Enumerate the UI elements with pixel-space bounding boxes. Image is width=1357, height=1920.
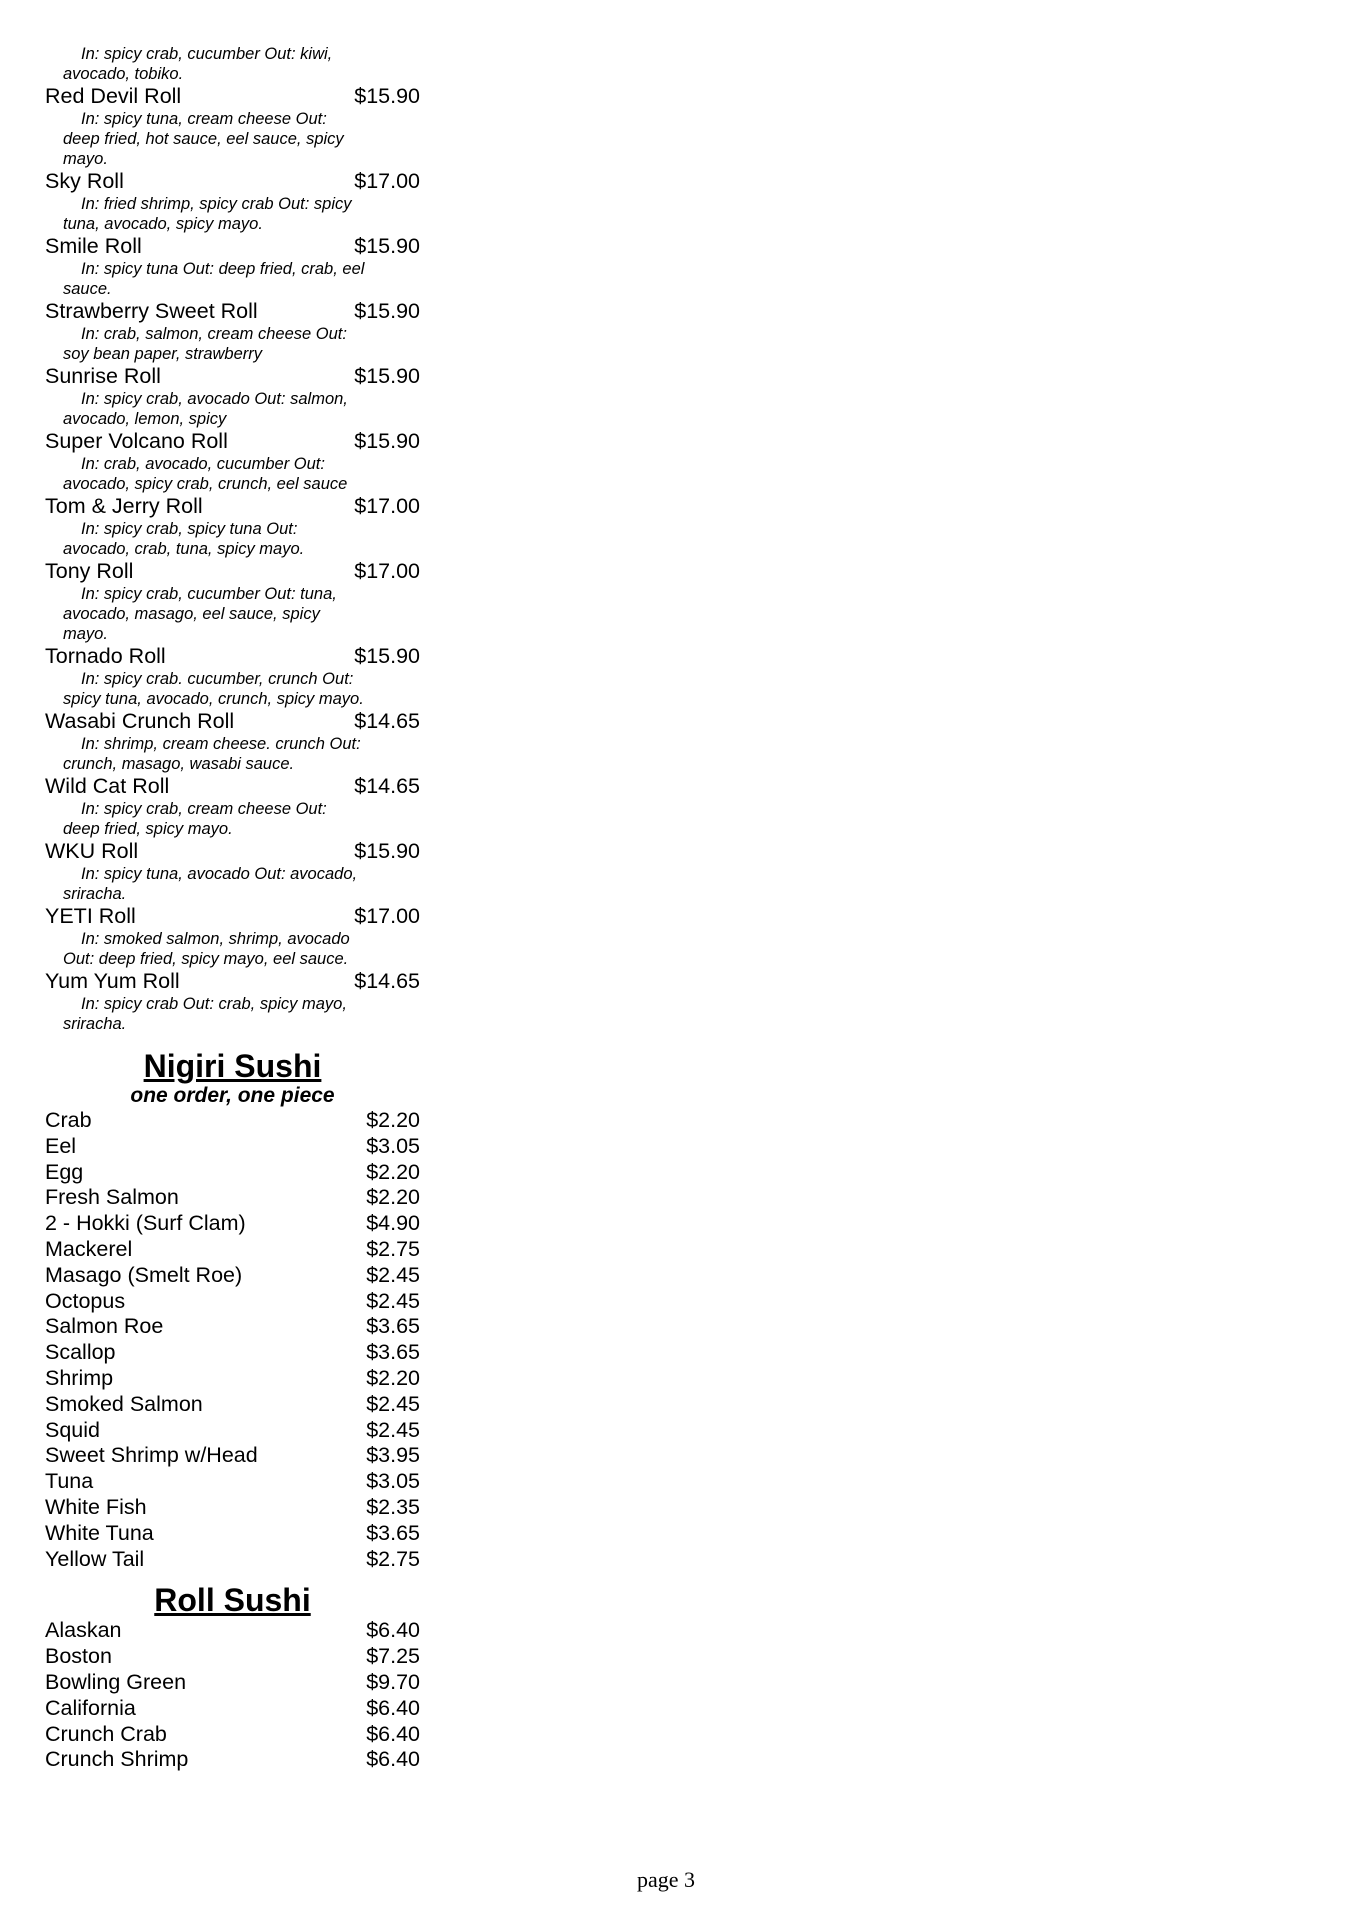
item-description: In: shrimp, cream cheese. crunch Out: crunch, masago, wasabi sauce. [63, 735, 361, 773]
menu-item-price: $15.90 [354, 364, 420, 388]
nigiri-item-price: $2.20 [366, 1365, 420, 1390]
menu-item [45, 84, 420, 169]
menu-item-name: Red Devil Roll [45, 84, 182, 108]
nigiri-item-price: $2.35 [366, 1494, 420, 1519]
menu-item-header [45, 839, 420, 864]
roll-item [45, 1644, 420, 1670]
nigiri-item-name: Squid [45, 1417, 100, 1442]
menu-column [45, 44, 420, 1773]
nigiri-item [45, 1211, 420, 1237]
menu-item-header [45, 299, 420, 324]
nigiri-item-name: Tuna [45, 1469, 94, 1494]
nigiri-item-price: $2.75 [366, 1236, 420, 1261]
nigiri-item-price: $2.45 [366, 1288, 420, 1313]
roll-item-name: Crunch Crab [45, 1721, 167, 1746]
nigiri-section-title: Nigiri Sushi [143, 1048, 322, 1084]
nigiri-item [45, 1340, 420, 1366]
nigiri-item-price: $3.65 [366, 1520, 420, 1545]
menu-item-name: Sunrise Roll [45, 364, 161, 388]
nigiri-item-name: Yellow Tail [45, 1546, 145, 1571]
roll-section-title: Roll Sushi [154, 1582, 311, 1619]
menu-item-name: WKU Roll [45, 839, 139, 863]
nigiri-item-name: Smoked Salmon [45, 1391, 203, 1416]
menu-item-name: Tom & Jerry Roll [45, 494, 203, 518]
item-description: In: spicy tuna, cream cheese Out: deep fried, hot sauce, eel sauce, spicy mayo. [63, 110, 344, 168]
nigiri-item-name: Salmon Roe [45, 1314, 164, 1339]
item-description: In: spicy crab Out: crab, spicy mayo, sriracha. [63, 995, 347, 1033]
nigiri-item-price: $2.45 [366, 1262, 420, 1287]
menu-item [45, 839, 420, 904]
nigiri-item-price: $3.05 [366, 1133, 420, 1158]
roll-item-price: $6.40 [366, 1695, 420, 1720]
nigiri-item-name: Crab [45, 1108, 92, 1132]
nigiri-item-price: $2.45 [366, 1417, 420, 1442]
item-description: In: spicy crab, cucumber Out: kiwi, avocado, tobiko. [63, 45, 333, 83]
nigiri-item-name: Scallop [45, 1340, 116, 1365]
menu-item-header [45, 559, 420, 584]
nigiri-item-price: $2.20 [366, 1159, 420, 1184]
item-description: In: spicy crab, cream cheese Out: deep fried, spicy mayo. [63, 800, 327, 838]
roll-list [45, 1618, 420, 1773]
menu-item [45, 709, 420, 774]
menu-item-header [45, 234, 420, 259]
nigiri-item-price: $3.05 [366, 1469, 420, 1494]
nigiri-item [45, 1495, 420, 1521]
menu-item-name: Wasabi Crunch Roll [45, 709, 235, 733]
nigiri-item [45, 1469, 420, 1495]
nigiri-item-name: White Tuna [45, 1520, 154, 1545]
menu-item-name: Sky Roll [45, 169, 124, 193]
menu-item-name: YETI Roll [45, 904, 136, 928]
nigiri-item-price: $3.65 [366, 1314, 420, 1339]
menu-item-header [45, 84, 420, 109]
menu-item [45, 559, 420, 644]
menu-item-price: $15.90 [354, 234, 420, 258]
item-description: In: spicy crab. cucumber, crunch Out: spicy tuna, avocado, crunch, spicy mayo. [63, 670, 364, 708]
nigiri-item-name: 2 - Hokki (Surf Clam) [45, 1211, 246, 1236]
menu-item-price: $15.90 [354, 299, 420, 323]
roll-item-price: $6.40 [366, 1618, 420, 1643]
nigiri-item-name: Fresh Salmon [45, 1185, 179, 1210]
nigiri-item-price: $2.45 [366, 1391, 420, 1416]
menu-item-header [45, 429, 420, 454]
menu-item-price: $17.00 [354, 559, 420, 583]
menu-item [45, 234, 420, 299]
nigiri-item-name: Egg [45, 1159, 84, 1184]
nigiri-item [45, 1366, 420, 1392]
item-description: In: spicy tuna Out: deep fried, crab, eel sauce. [63, 260, 365, 298]
nigiri-item [45, 1314, 420, 1340]
nigiri-item-price: $2.75 [366, 1546, 420, 1571]
menu-item-name: Tornado Roll [45, 644, 166, 668]
nigiri-item-name: Masago (Smelt Roe) [45, 1262, 243, 1287]
roll-item [45, 1618, 420, 1644]
menu-item [45, 904, 420, 969]
item-description: In: spicy crab, cucumber Out: tuna, avocado, masago, eel sauce, spicy mayo. [63, 585, 337, 643]
roll-item-name: Boston [45, 1644, 112, 1669]
menu-item-price: $14.65 [354, 969, 420, 993]
roll-item [45, 1722, 420, 1748]
nigiri-item [45, 1418, 420, 1444]
menu-item [45, 774, 420, 839]
menu-item-name: Yum Yum Roll [45, 969, 180, 993]
menu-item-header [45, 774, 420, 799]
menu-item-header [45, 169, 420, 194]
menu-item-price: $14.65 [354, 709, 420, 733]
nigiri-item [45, 1392, 420, 1418]
roll-item-name: Alaskan [45, 1618, 122, 1643]
nigiri-item-price: $3.95 [366, 1443, 420, 1468]
menu-item-price: $15.90 [354, 429, 420, 453]
roll-item-price: $6.40 [366, 1747, 420, 1772]
nigiri-item-name: Sweet Shrimp w/Head [45, 1443, 258, 1468]
roll-item-name: California [45, 1695, 136, 1720]
menu-item-name: Strawberry Sweet Roll [45, 299, 258, 323]
nigiri-item-name: Shrimp [45, 1365, 114, 1390]
nigiri-item-price: $4.90 [366, 1211, 420, 1236]
menu-item [45, 299, 420, 364]
roll-item-price: $7.25 [366, 1644, 420, 1669]
nigiri-item-price: $3.65 [366, 1340, 420, 1365]
nigiri-item-name: Eel [45, 1133, 77, 1158]
nigiri-item-price: $2.20 [366, 1108, 420, 1132]
nigiri-item [45, 1185, 420, 1211]
nigiri-item-name: Octopus [45, 1288, 126, 1313]
nigiri-item [45, 1134, 420, 1160]
roll-item [45, 1696, 420, 1722]
item-description: In: spicy crab, spicy tuna Out: avocado, crab, tuna, spicy mayo. [63, 520, 305, 558]
menu-item-name: Wild Cat Roll [45, 774, 170, 798]
menu-item-header [45, 904, 420, 929]
menu-item-price: $15.90 [354, 84, 420, 108]
nigiri-list [45, 1108, 420, 1572]
page-number: page 3 [637, 1867, 696, 1892]
nigiri-item-name: Mackerel [45, 1236, 133, 1261]
nigiri-item-name: White Fish [45, 1494, 147, 1519]
roll-item-price: $6.40 [366, 1721, 420, 1746]
nigiri-item [45, 1547, 420, 1573]
item-description: In: spicy crab, avocado Out: salmon, avocado, lemon, spicy [63, 390, 348, 428]
menu-item-price: $15.90 [354, 839, 420, 863]
nigiri-item [45, 1521, 420, 1547]
roll-item [45, 1670, 420, 1696]
roll-item-name: Bowling Green [45, 1669, 187, 1694]
menu-item-name: Tony Roll [45, 559, 134, 583]
menu-item-header [45, 644, 420, 669]
menu-item-price: $14.65 [354, 774, 420, 798]
nigiri-item [45, 1263, 420, 1289]
menu-item-header [45, 364, 420, 389]
menu-item [45, 969, 420, 1034]
nigiri-item [45, 1289, 420, 1315]
item-description: In: smoked salmon, shrimp, avocado Out: deep fried, spicy mayo, eel sauce. [63, 930, 350, 968]
item-description: In: crab, avocado, cucumber Out: avocado, spicy crab, crunch, eel sauce [63, 455, 348, 493]
menu-item-name: Smile Roll [45, 234, 142, 258]
item-description: In: crab, salmon, cream cheese Out: soy bean paper, strawberry [63, 325, 347, 363]
menu-item-price: $15.90 [354, 644, 420, 668]
nigiri-item [45, 1160, 420, 1186]
roll-item-name: Crunch Shrimp [45, 1747, 189, 1772]
menu-item [45, 644, 420, 709]
menu-item-header [45, 709, 420, 734]
nigiri-item [45, 1443, 420, 1469]
menu-item [45, 494, 420, 559]
menu-item-header [45, 494, 420, 519]
item-description: In: fried shrimp, spicy crab Out: spicy tuna, avocado, spicy mayo. [63, 195, 352, 233]
item-description: In: spicy tuna, avocado Out: avocado, sriracha. [63, 865, 358, 903]
menu-item [45, 169, 420, 234]
menu-item-header [45, 969, 420, 994]
roll-item-price: $9.70 [366, 1669, 420, 1694]
menu-item-name: Super Volcano Roll [45, 429, 228, 453]
special-rolls-list [45, 84, 420, 1034]
roll-item [45, 1747, 420, 1773]
nigiri-section-subtitle: one order, one piece [130, 1084, 335, 1107]
nigiri-item-price: $2.20 [366, 1185, 420, 1210]
menu-item-price: $17.00 [354, 904, 420, 928]
menu-item [45, 364, 420, 429]
menu-item [45, 429, 420, 494]
menu-item-price: $17.00 [354, 169, 420, 193]
nigiri-item [45, 1237, 420, 1263]
nigiri-item [45, 1108, 420, 1134]
menu-item-price: $17.00 [354, 494, 420, 518]
